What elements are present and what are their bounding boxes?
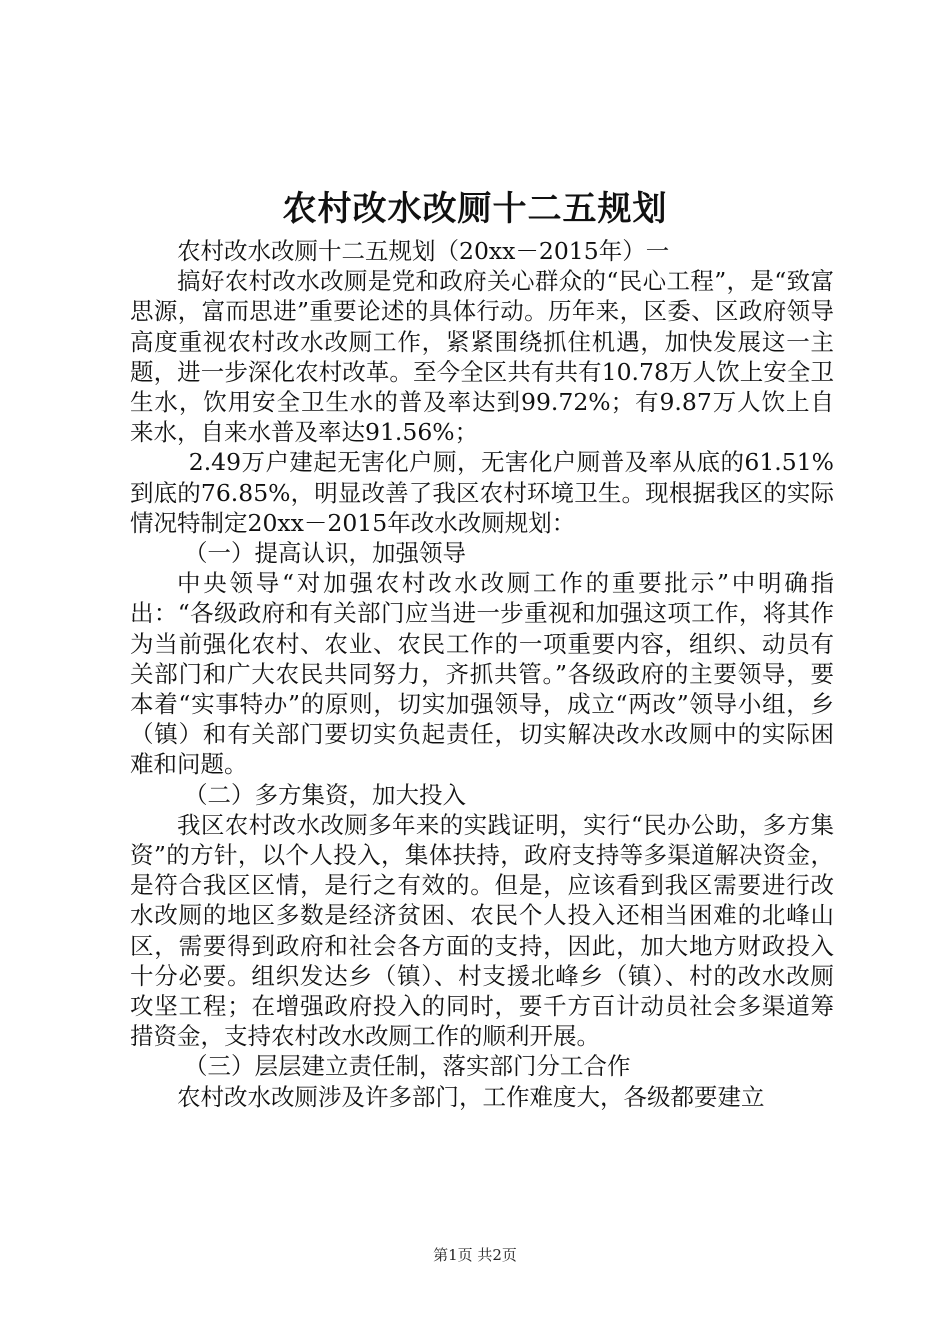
section-heading-3: （三）层层建立责任制，落实部门分工合作: [184, 1052, 631, 1081]
section-heading-2: （二）多方集资，加大投入: [184, 780, 467, 809]
section-heading-1: （一）提高认识，加强领导: [184, 539, 467, 568]
document-body: [130, 236, 834, 1112]
document-title: 农村改水改厕十二五规划: [282, 189, 668, 229]
paragraph-section-2: 我区农村改水改厕多年来的实践证明，实行“民办公助，多方集资”的方针，以个人投入，集体扶持，政府支持等多渠道解决资金，是符合我区区情，是行之有效的。但是，应该看到我区需要进行改水改厕的地区多数是经济贫困、农民个人投入还相当困难的北峰山区，需要得到政府和社会各方面的支持，因此，加大地方财政投入十分必要。组织发达乡（镇）、村支援北峰乡（镇）、村的改水改厕攻坚工程；在增强政府投入的同时，要千方百计动员社会多渠道筹措资金，支持农村改水改厕工作的顺利开展。: [130, 810, 834, 1051]
paragraph-background: 搞好农村改水改厕是党和政府关心群众的“民心工程”，是“致富思源，富而思进”重要论述的具体行动。历年来，区委、区政府领导高度重视农村改水改厕工作，紧紧围绕抓住机遇，加快发展这一主题，进一步深化农村改革。至今全区共有共有10.78万人饮上安全卫生水，饮用安全卫生水的普及率达到99.72%；有9.87万人饮上自来水，自来水普及率达91.56%；: [130, 267, 834, 447]
page-footer: 第1页 共2页: [433, 1246, 517, 1264]
paragraph-intro: 农村改水改厕十二五规划（20xx－2015年）一: [177, 237, 670, 265]
paragraph-section-1: 中央领导“对加强农村改水改厕工作的重要批示”中明确指出：“各级政府和有关部门应当进一步重视和加强这项工作，将其作为当前强化农村、农业、农民工作的一项重要内容，组织、动员有关部门和广大农民共同努力，齐抓共管。”各级政府的主要领导，要本着“实事特办”的原则，切实加强领导，成立“两改”领导小组，乡（镇）和有关部门要切实负起责任，切实解决改水改厕中的实际困难和问题。: [130, 569, 834, 779]
paragraph-toilet-stats: 2.49万户建起无害化户厕，无害化户厕普及率从底的61.51%到底的76.85%，明显改善了我区农村环境卫生。现根据我区的实际情况特制定20xx－2015年改水改厕规划：: [130, 448, 834, 537]
paragraph-section-3: 农村改水改厕涉及许多部门，工作难度大，各级都要建立: [177, 1082, 765, 1111]
